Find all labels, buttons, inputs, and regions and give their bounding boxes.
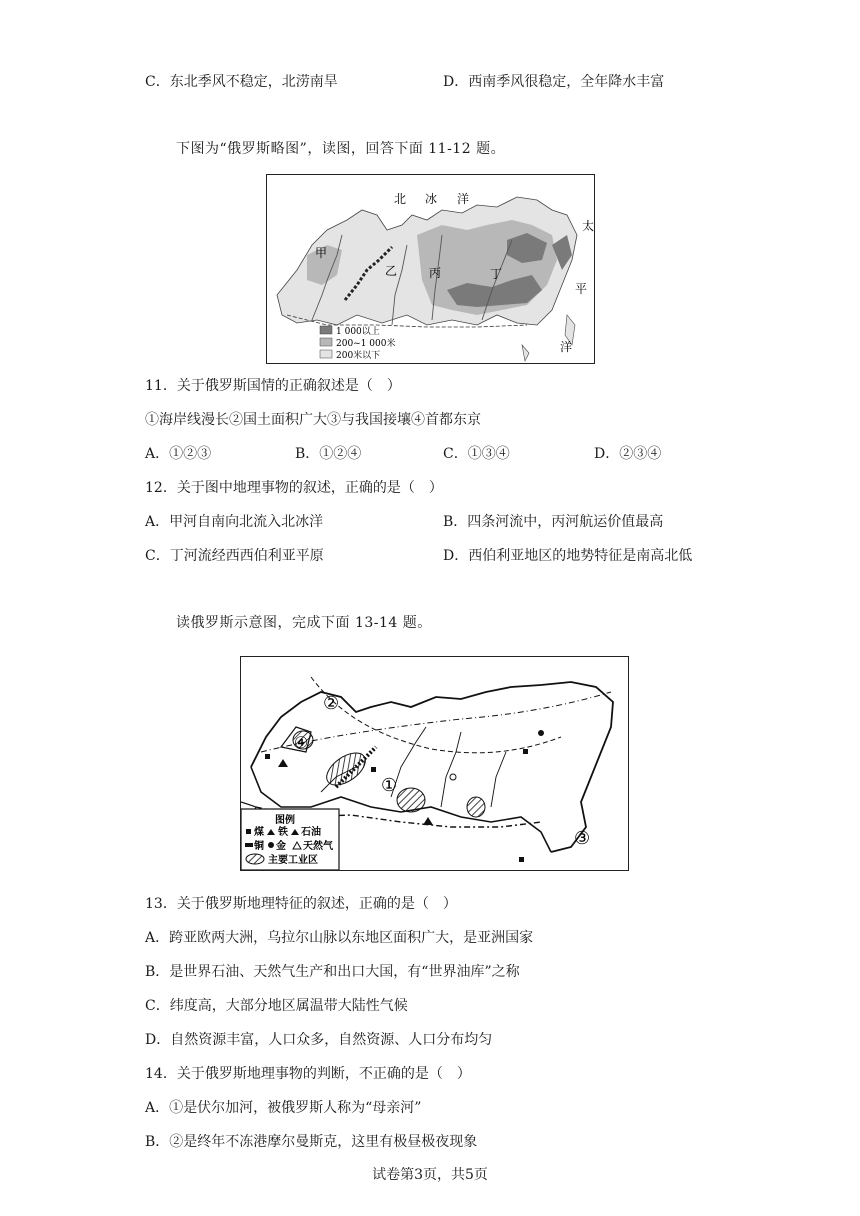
q13-option-c: C．纬度高，大部分地区属温带大陆性气候 bbox=[145, 998, 408, 1014]
pacific-char-3: 洋 bbox=[560, 340, 573, 354]
legend-gold: 金 bbox=[276, 841, 286, 852]
q11-option-c: C．①③④ bbox=[443, 446, 510, 462]
russia-resources-map bbox=[240, 656, 629, 871]
river-label-bing: 丙 bbox=[429, 266, 442, 280]
q12-option-a: A．甲河自南向北流入北冰洋 bbox=[145, 514, 324, 530]
section1-intro: 下图为“俄罗斯略图”，读图，回答下面 11-12 题。 bbox=[176, 141, 506, 157]
ocean-char-1: 北 bbox=[394, 192, 407, 206]
q13-stem: 13．关于俄罗斯地理特征的叙述，正确的是（ ） bbox=[145, 896, 457, 912]
legend-oil: 石油 bbox=[301, 827, 321, 838]
marker-1: ① bbox=[381, 775, 398, 796]
pacific-char-2: 平 bbox=[575, 282, 588, 296]
page-footer: 试卷第3页，共5页 bbox=[372, 1167, 488, 1183]
q14-stem: 14．关于俄罗斯地理事物的判断，不正确的是（ ） bbox=[145, 1066, 471, 1082]
q10-option-c: C．东北季风不稳定，北涝南旱 bbox=[145, 74, 338, 90]
q12-option-b: B．四条河流中，丙河航运价值最高 bbox=[443, 514, 664, 530]
river-label-yi: 乙 bbox=[385, 264, 398, 278]
q14-option-b: B．②是终年不冻港摩尔曼斯克，这里有极昼极夜现象 bbox=[145, 1134, 478, 1150]
q11-stem: 11．关于俄罗斯国情的正确叙述是（ ） bbox=[145, 378, 401, 394]
marker-2: ② bbox=[323, 693, 340, 714]
q14-option-a: A．①是伏尔加河，被俄罗斯人称为“母亲河” bbox=[145, 1100, 422, 1116]
legend-iron: 铁 bbox=[278, 827, 288, 838]
q12-option-d: D．西伯利亚地区的地势特征是南高北低 bbox=[443, 548, 693, 564]
ocean-char-3: 洋 bbox=[457, 192, 470, 206]
legend-low: 200米以下 bbox=[336, 351, 381, 361]
river-label-jia: 甲 bbox=[315, 246, 328, 260]
q13-option-b: B．是世界石油、天然气生产和出口大国，有“世界油库”之称 bbox=[145, 964, 520, 980]
q13-option-a: A．跨亚欧两大洲，乌拉尔山脉以东地区面积广大，是亚洲国家 bbox=[145, 930, 534, 946]
q11-option-d: D．②③④ bbox=[594, 446, 662, 462]
q11-option-b: B．①②④ bbox=[295, 446, 362, 462]
river-label-ding: 丁 bbox=[490, 267, 503, 281]
legend-coal: 煤 bbox=[254, 827, 264, 838]
q13-option-d: D．自然资源丰富，人口众多，自然资源、人口分布均匀 bbox=[145, 1032, 493, 1048]
legend-copper: 铜 bbox=[254, 841, 264, 852]
section2-intro: 读俄罗斯示意图，完成下面 13-14 题。 bbox=[176, 615, 432, 631]
q11-statements: ①海岸线漫长②国土面积广大③与我国接壤④首都东京 bbox=[145, 412, 481, 428]
q10-option-d: D．西南季风很稳定，全年降水丰富 bbox=[443, 74, 665, 90]
legend-gas: 天然气 bbox=[303, 841, 333, 852]
legend-high: 1 000以上 bbox=[336, 327, 380, 337]
q12-option-c: C．丁河流经西西伯利亚平原 bbox=[145, 548, 324, 564]
q12-stem: 12．关于图中地理事物的叙述，正确的是（ ） bbox=[145, 480, 443, 496]
ocean-char-2: 冰 bbox=[425, 192, 438, 206]
q11-option-a: A．①②③ bbox=[145, 446, 212, 462]
marker-3: ③ bbox=[574, 828, 591, 849]
russia-relief-map bbox=[266, 174, 595, 364]
marker-4: ④ bbox=[294, 733, 309, 752]
legend-title: 图例 bbox=[275, 815, 295, 826]
map2-legend bbox=[241, 809, 339, 870]
pacific-char-1: 太 bbox=[582, 219, 594, 233]
legend-mid: 200~1 000米 bbox=[336, 339, 396, 349]
legend-industrial: 主要工业区 bbox=[268, 855, 318, 866]
